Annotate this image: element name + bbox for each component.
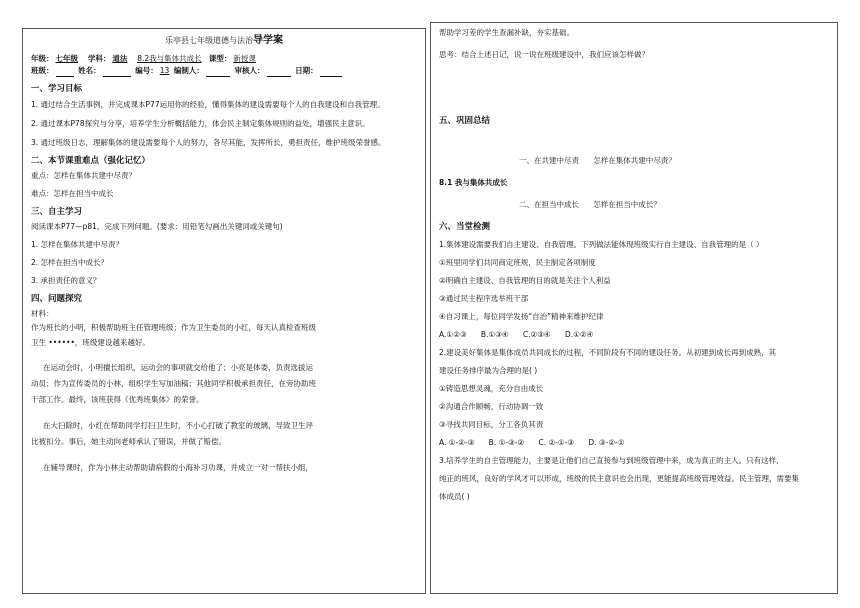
test-q1-stem: 1.集体建设需要我们自主建设、自我管理。下列做法能体现班级实行自主建设、自我管理的是（ ） [439, 240, 764, 249]
section-1-heading: 一、学习目标 [31, 84, 83, 94]
author-label: 编制人： [173, 66, 204, 75]
material-p1-line1: 作为班长的小明，积极帮助班主任管理班级；作为卫生委员的小红，每天认真检查班级 [31, 323, 316, 332]
section-4-heading: 四、问题探究 [31, 294, 83, 304]
reviewer-label: 审核人： [234, 66, 265, 75]
section-3-heading: 三、自主学习 [31, 207, 83, 217]
document-title [31, 35, 417, 47]
number-value: 13 [159, 66, 170, 75]
material-p3-line2: 比被扣分。事后，她主动向老师承认了错误，并做了赔偿。 [31, 437, 226, 446]
summary-branch-1 [439, 155, 829, 167]
class-label: 班级： [31, 66, 54, 75]
name-label: 姓名： [78, 66, 101, 75]
grade-label: 年级： [31, 54, 54, 63]
test-q1-opt4: ④自习课上，每位同学发扬“自治”精神来维护纪律 [439, 312, 604, 321]
section-2-heading: 二、本节课重难点（强化记忆） [31, 156, 151, 166]
question-2: 2. 怎样在担当中成长？ [31, 258, 109, 267]
name-blank[interactable] [103, 67, 131, 77]
test-q2-choices: A. ①-②-③ B. ①-③-② C. ②-①-③ D. ③-②-① [439, 438, 625, 447]
question-3: 3. 承担责任的意义？ [31, 276, 101, 285]
title-prefix: 乐亭县七年级道德与法治 [165, 36, 253, 45]
material-p2-line2: 动员；作为宣传委员的小林，组织学生写加油稿；其他同学积极承担责任，在旁协助班 [31, 379, 316, 388]
grade-value: 七年级 [55, 54, 78, 63]
question-1: 1. 怎样在集体共建中尽责？ [31, 240, 124, 249]
material-p3-line1: 在大扫除时，小红在帮助同学打扫卫生时，不小心打破了教室的玻璃，导致卫生评 [43, 421, 313, 430]
material-p1-line2: 卫生 ••••••，班级建设越来越好。 [31, 338, 150, 347]
summary-branch-1-question: 怎样在集体共建中尽责？ [593, 156, 676, 165]
title-main: 导学案 [253, 35, 283, 46]
test-q1-opt3: ③通过民主程序选举班干部 [439, 294, 529, 303]
goal-1: 1. 通过结合生活事例，并完成课本P77运用你的经验，懂得集体的建设需要每个人的自我建设和自我管理。 [31, 100, 385, 109]
topic-value: 8.2我与集体共成长 [137, 54, 202, 63]
subject-label: 学科： [87, 54, 111, 63]
summary-center: 8.1 我与集体共成长 [439, 178, 508, 187]
summary-branch-2-title: 二、在担当中成长 [519, 200, 579, 209]
test-q1-choices: A.①②③ B.①③④ C.②③④ D.①②④ [439, 330, 594, 339]
info-row-2 [31, 65, 417, 77]
material-p2-line3: 干部工作。最终，该班获得《优秀班集体》的荣誉。 [31, 395, 204, 404]
section-6-heading: 六、当堂检测 [439, 222, 491, 232]
date-blank[interactable] [320, 67, 342, 77]
test-q2-stem-line2: 建设任务排序最为合理的是( ) [439, 366, 538, 375]
subject-value: 道法 [112, 54, 128, 63]
reviewer-blank[interactable] [267, 67, 291, 77]
left-column [22, 28, 426, 594]
class-blank[interactable] [56, 67, 74, 77]
summary-branch-2 [439, 199, 829, 211]
right-column [430, 22, 838, 594]
test-q2-opt3: ③寻找共同目标，分工各负其责 [439, 420, 544, 429]
test-q3-stem-line2: 纯正的班风，良好的学风才可以形成，班级的民主意识也会出现，更能提高班级管理效益。民主管理，需要集 [439, 474, 799, 483]
test-q2-stem-line1: 2.建设美好集体是集体成员共同成长的过程，不同阶段有不同的建设任务。从初建到成长再到成熟，其 [439, 348, 777, 357]
author-blank[interactable] [206, 67, 230, 77]
think-question: 思考：结合上述日记，说一说在班级建设中，我们应该怎样做？ [439, 50, 649, 59]
info-row-1 [31, 53, 417, 65]
test-q2-opt2: ②沟通合作顺畅，行动协调一致 [439, 402, 544, 411]
type-label: 课型： [208, 54, 232, 63]
summary-branch-1-title: 一、在共建中尽责 [519, 156, 579, 165]
material-p2-line1: 在运动会时，小明擅长组织，运动会的事项就交给他了；小亮是体委，负责选拔运 [43, 363, 313, 372]
material-continuation: 帮助学习差的学生查漏补缺，夯实基础。 [439, 28, 574, 37]
date-label: 日期： [295, 66, 318, 75]
type-value: 新授课 [233, 54, 256, 63]
section-5-heading: 五、巩固总结 [439, 116, 491, 126]
goal-3: 3. 通过班级日志，理解集体的建设需要每个人的努力，各尽其能，发挥所长，勇担责任，维护班级荣誉感。 [31, 138, 386, 147]
material-label: 材料： [31, 309, 54, 318]
difficult-point: 难点：怎样在担当中成长 [31, 189, 114, 198]
reading-instruction: 阅读课本P77—p81，完成下列问题。(要求：用铅笔勾画出关键词或关键句) [31, 222, 283, 231]
test-q2-opt1: ①铸造思想灵魂，充分自由成长 [439, 384, 544, 393]
test-q3-stem-line1: 3.培养学生的自主管理能力，主要是让他们自己直接参与到班级管理中来，成为真正的主人。只有这样, [439, 456, 779, 465]
number-label: 编号： [135, 66, 158, 75]
material-p4-line1: 在辅导课时，作为小林主动帮助请病假的小海补习功课，并成立一对一帮扶小组， [43, 463, 313, 472]
test-q1-opt1: ①班里同学们共同商定班规，民主制定各项制度 [439, 258, 596, 267]
summary-branch-2-question: 怎样在担当中成长？ [593, 200, 661, 209]
key-point: 重点：怎样在集体共建中尽责？ [31, 171, 136, 180]
test-q3-stem-line3: 体成员( ) [439, 492, 470, 501]
test-q1-opt2: ②明确自主建设、自我管理的目的就是关注个人利益 [439, 276, 611, 285]
goal-2: 2. 通过课本P78探究与分享，培养学生分析概括能力，体会民主制定集体规则的益处，增强民主意识。 [31, 119, 370, 128]
